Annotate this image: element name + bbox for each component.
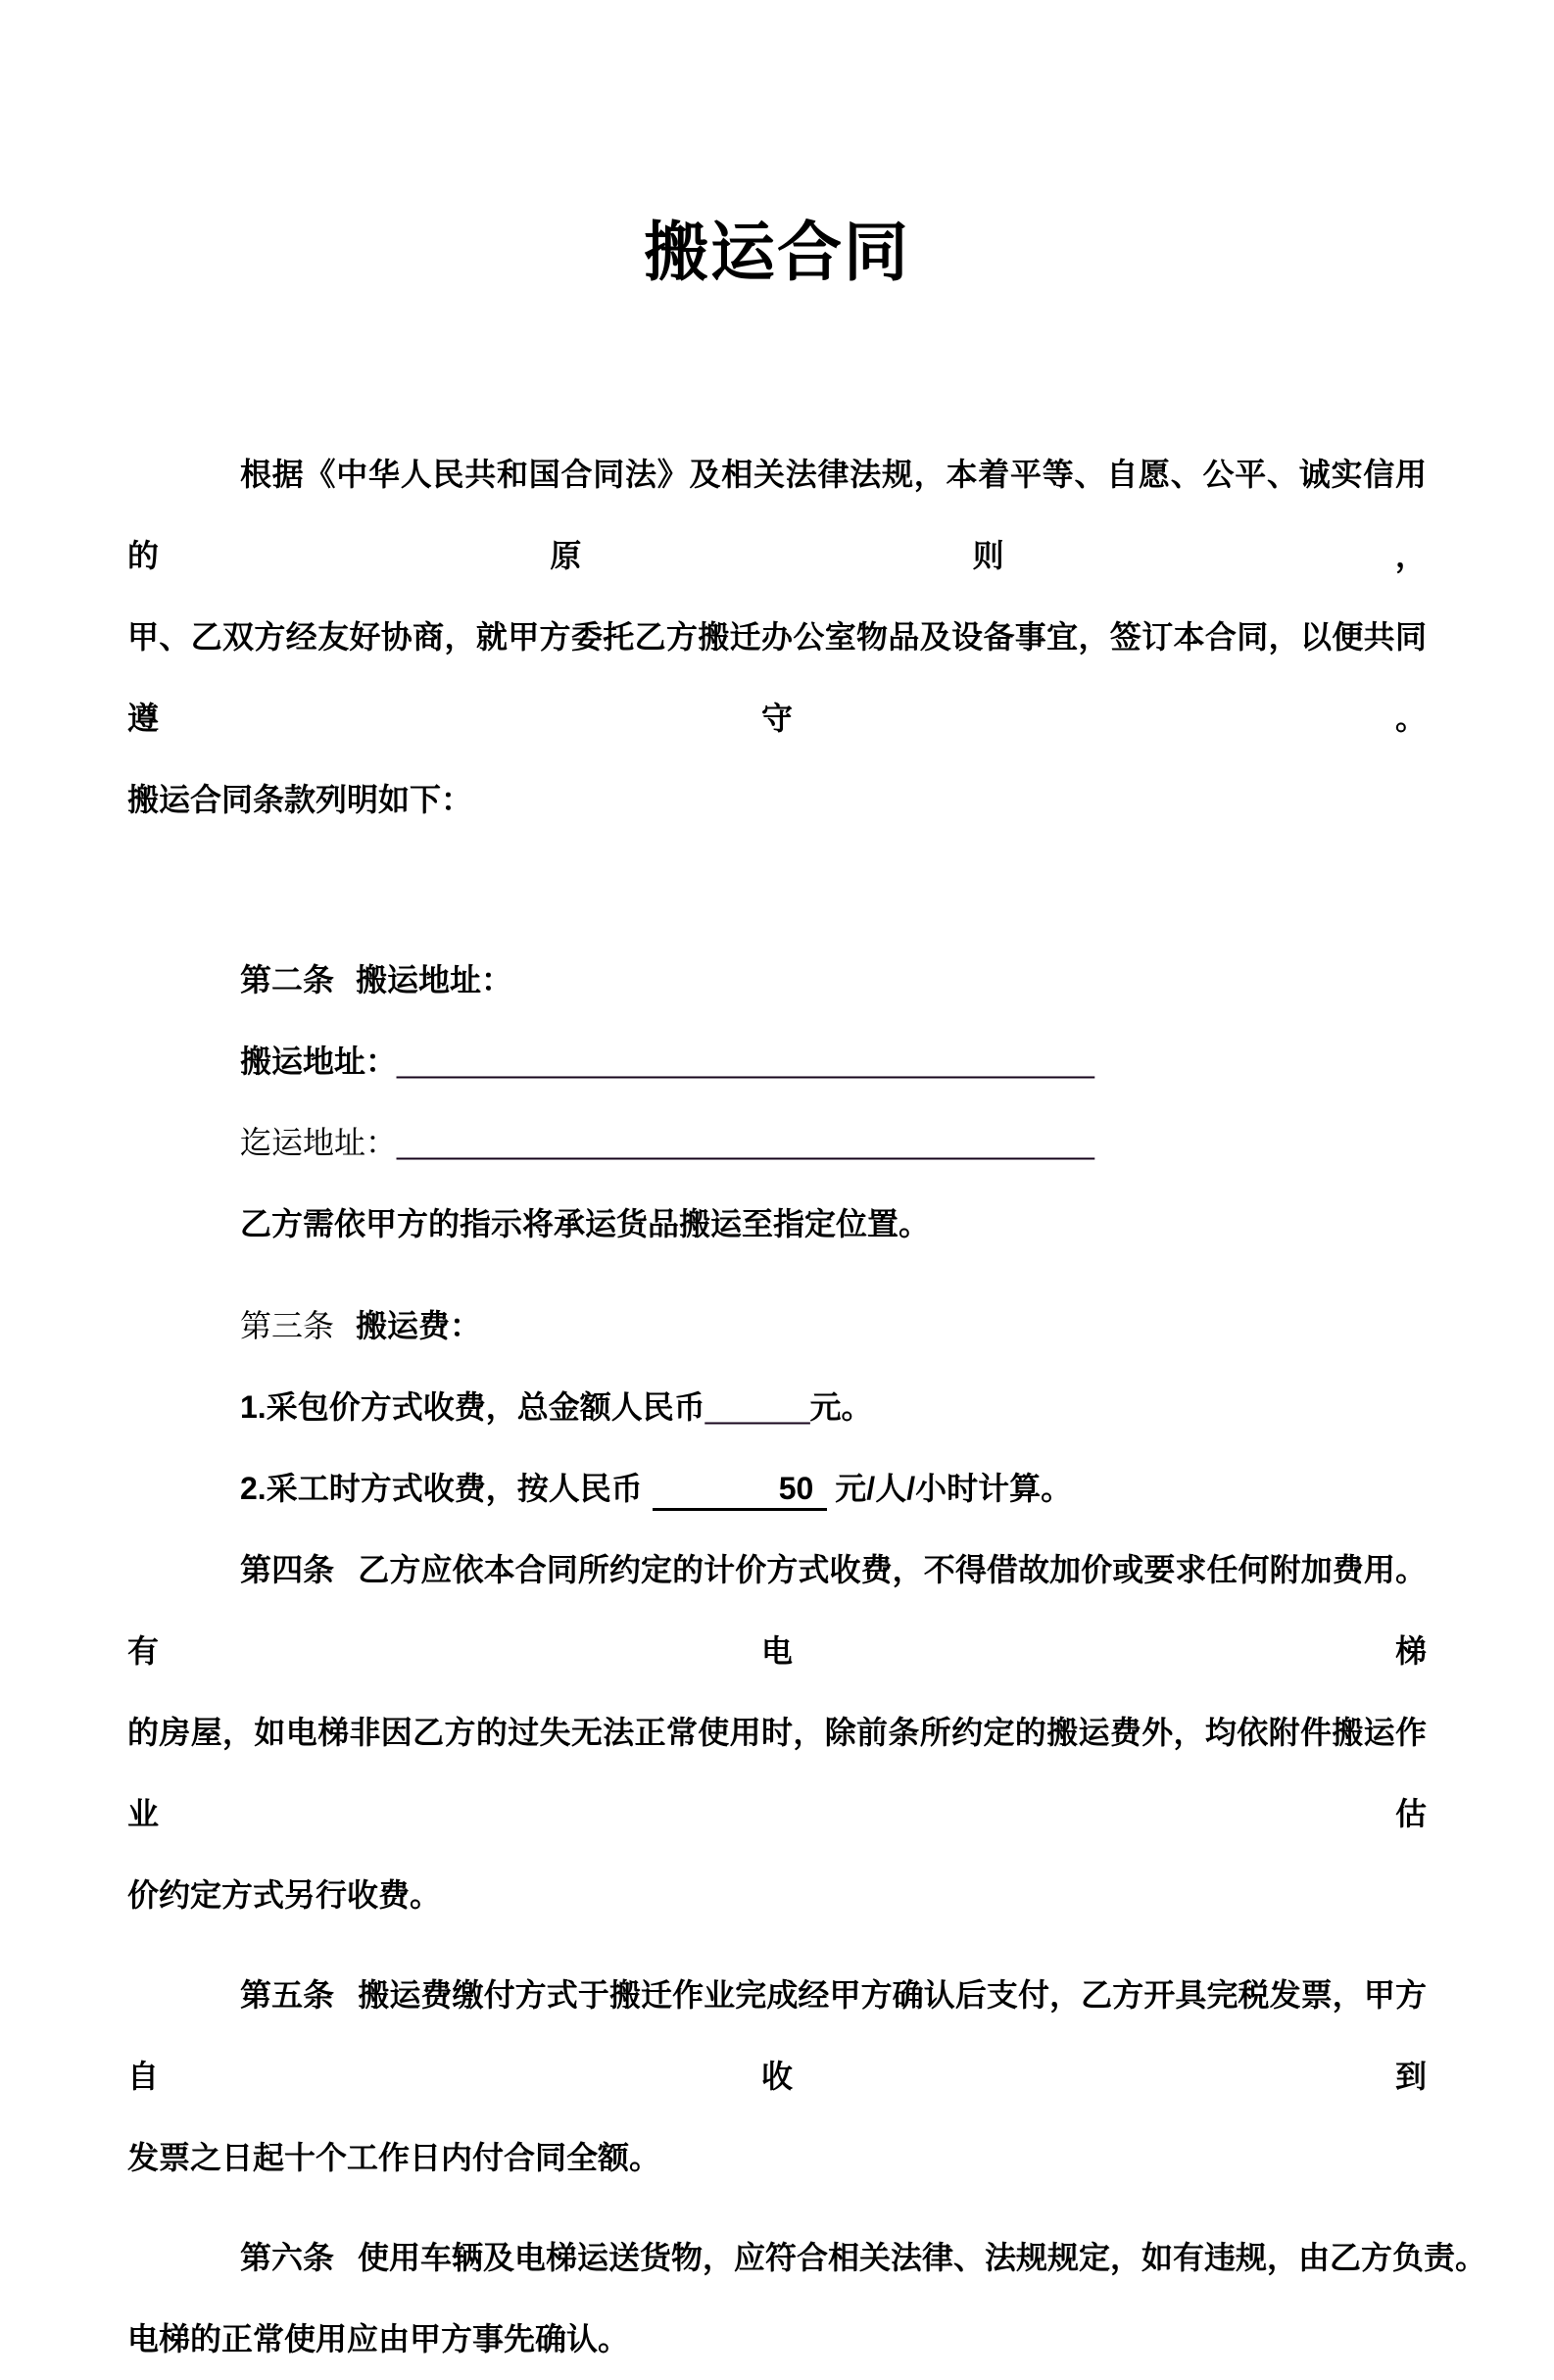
article5-line-1 (127, 1955, 1427, 2117)
article3-title: 搬运费： (356, 1308, 482, 1343)
article6-line-1 (127, 2217, 1487, 2299)
article4-number: 第四条 (240, 1552, 335, 1587)
article3-heading (127, 1286, 1427, 1367)
article6-number: 第六条 (240, 2240, 335, 2275)
article5-line-2: 发票之日起十个工作日内付合同全额。 (127, 2140, 661, 2175)
intro-line-1: 根据《中华人民共和国合同法》及相关法律法规，本着平等、自愿、公平、诚实信用的原则， (127, 457, 1427, 573)
article5-number: 第五条 (240, 1977, 335, 2013)
fee-item-2 (127, 1448, 1427, 1530)
page-title: 搬运合同 (644, 216, 910, 288)
to-address-label: 迄运地址： (240, 1125, 398, 1160)
to-address-line (127, 1102, 1427, 1184)
fee-item-1-text: 1.采包价方式收费，总金额人民币 (240, 1389, 705, 1425)
fee-item-1-suffix: 元。 (809, 1389, 873, 1425)
article2-note: 乙方需依甲方的指示将承运货品搬运至指定位置。 (240, 1206, 931, 1241)
fee-item-1 (127, 1367, 1427, 1448)
article4-line-1 (127, 1530, 1427, 1692)
article4-text-1: 乙方应依本合同所约定的计价方式收费，不得借故加价或要求任何附加费用。有电梯 (127, 1552, 1427, 1669)
article4-line-2: 的房屋，如电梯非因乙方的过失无法正常使用时，除前条所约定的搬运费外，均依附件搬运作业估 (127, 1715, 1427, 1831)
fee-hourly-rate: 50 (653, 1469, 828, 1511)
intro-line-2: 甲、乙双方经友好协商，就甲方委托乙方搬迁办公室物品及设备事宜，签订本合同，以便共同遵守。 (127, 619, 1427, 736)
article2-heading (127, 940, 1427, 1021)
fee-item-2-suffix: 元/人/小时计算。 (835, 1471, 1073, 1506)
article4-line-3: 价约定方式另行收费。 (127, 1877, 442, 1913)
from-address-line (127, 1021, 1427, 1102)
article5-text-1: 搬运费缴付方式于搬迁作业完成经甲方确认后支付，乙方开具完税发票，甲方自收到 (127, 1977, 1427, 2094)
article6-text-1: 使用车辆及电梯运送货物，应符合相关法律、法规规定，如有违规，由乙方负责。 (358, 2240, 1487, 2275)
article2-number: 第二条 (240, 962, 335, 997)
article6-line-2: 电梯的正常使用应由甲方事先确认。 (127, 2321, 630, 2356)
from-address-label: 搬运地址： (240, 1044, 398, 1079)
fee-item-1-blank: ______ (704, 1389, 810, 1425)
from-address-blank: ________________________________________ (397, 1044, 1094, 1079)
intro-line-3: 搬运合同条款列明如下： (127, 782, 473, 817)
fee-item-2-text: 2.采工时方式收费，按人民币 (240, 1471, 643, 1506)
article2-title: 搬运地址： (356, 962, 513, 997)
to-address-blank: ________________________________________ (397, 1125, 1094, 1160)
article3-number: 第三条 (240, 1308, 335, 1343)
